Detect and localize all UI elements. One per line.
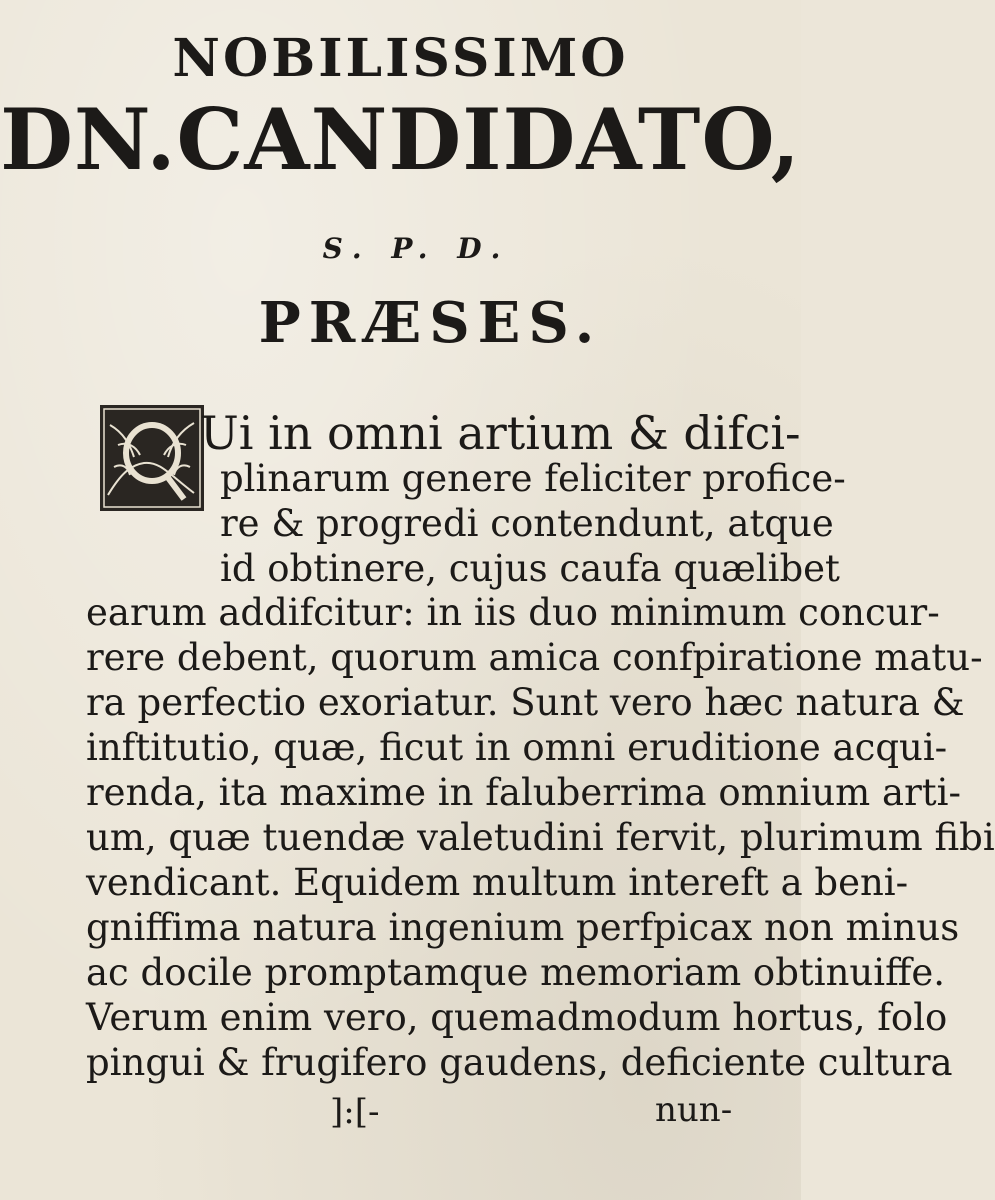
text-line: plinarum genere feliciter profice- xyxy=(220,457,846,500)
heading-spd: S. P. D. xyxy=(322,232,511,265)
text-line: earum addifcitur: in iis duo minimum concur- xyxy=(86,591,940,634)
ornamental-initial-q xyxy=(100,405,204,511)
text-line: gniffima natura ingenium perfpicax non minus xyxy=(86,906,960,949)
text-line: renda, ita maxime in faluberrima omnium arti- xyxy=(86,771,961,814)
text-line: id obtinere, cujus caufa quælibet xyxy=(220,547,840,590)
text-line: pingui & frugifero gaudens, deficiente cultura xyxy=(86,1041,953,1084)
heading-nobilissimo: NOBILISSIMO xyxy=(172,28,629,89)
text-line: rere debent, quorum amica confpiratione matu- xyxy=(86,636,983,679)
text-line: ac docile promptamque memoriam obtinuiffe. xyxy=(86,951,946,994)
text-line: inftitutio, quæ, ficut in omni eruditione acqui- xyxy=(86,726,948,769)
text-line: re & progredi contendunt, atque xyxy=(220,502,834,545)
text-line: vendicant. Equidem multum intereft a beni- xyxy=(86,861,909,904)
text-line: ra perfectio exoriatur. Sunt vero hæc natura & xyxy=(86,681,965,724)
signature-mark: ]:[- xyxy=(330,1092,380,1132)
text-line: Verum enim vero, quemadmodum hortus, folo xyxy=(86,996,948,1039)
text-line: um, quæ tuendæ valetudini fervit, plurimum fibi xyxy=(86,816,995,859)
heading-candidato: DN.CANDIDATO, xyxy=(0,90,801,189)
catchword: nun- xyxy=(655,1090,733,1130)
heading-praeses: PRÆSES. xyxy=(258,290,603,356)
text-line: Ui in omni artium & difci- xyxy=(200,406,801,460)
